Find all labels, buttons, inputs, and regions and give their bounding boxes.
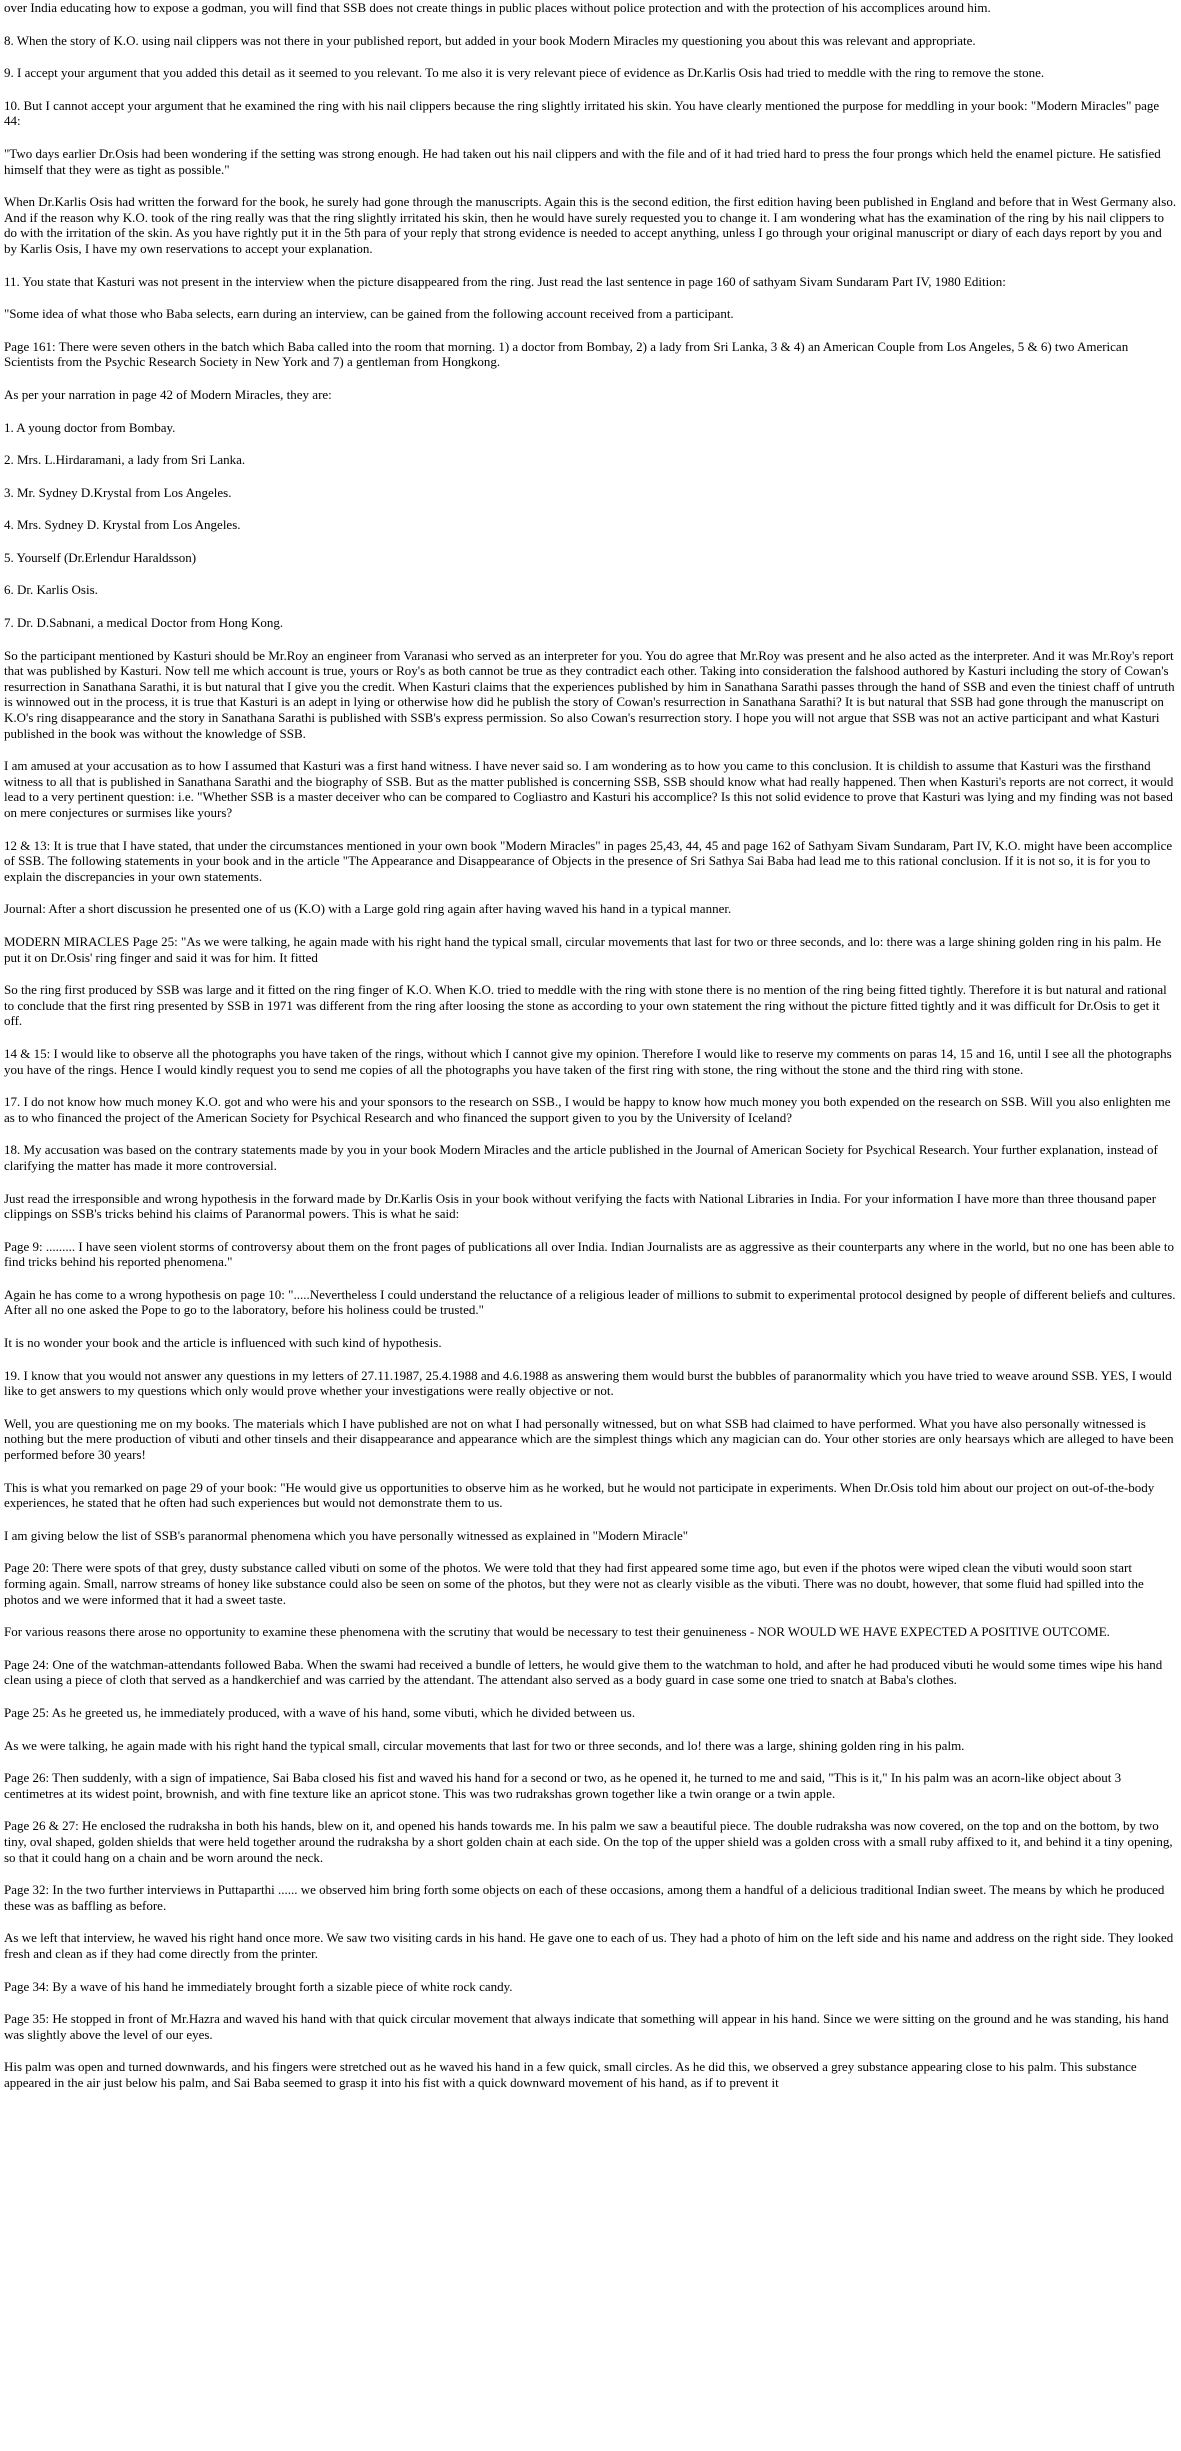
paragraph: 17. I do not know how much money K.O. got and who were his and your sponsors to the research on SSB., I would be happy to know how much money you both expended on the research on SSB. Will you also enlighten me as to who financed the project of the American Society for Psychical Research and who financed the support given to you by the University of Iceland? [4, 1094, 1171, 1125]
paragraph: 14 & 15: I would like to observe all the photographs you have taken of the rings, without which I cannot give my opinion. Therefore I would like to reserve my comments on paras 14, 15 and 16, until I see all the photographs you have of the rings. Hence I would kindly request you to send me copies of all the photographs you have taken of the first ring with stone, the ring without the stone and the third ring with stone. [4, 1045, 1172, 1077]
paragraph: Page 20: There were spots of that grey, dusty substance called vibuti on some of the photos. We were told that they had first appeared some time ago, but even if the photos were wiped clean the vibuti would soon start forming again. Small, narrow streams of honey like substance could also be seen on some of the photos, but they were not as clearly visible as the vibuti. There was no doubt, however, that some fluid had spilled into the photos and we were informed that it had a sweet taste. [4, 1560, 1144, 1607]
paragraph: Page 161: There were seven others in the batch which Baba called into the room that morning. 1) a doctor from Bombay, 2) a lady from Sri Lanka, 3 & 4) an American Couple from Los Angeles, 5 & 6) two American Scientists from the Psychic Research Society in New York and 7) a gentleman from Hongkong. [4, 338, 1129, 370]
paragraph: Page 25: As he greeted us, he immediately produced, with a wave of his hand, some vibuti, which he divided between us. [4, 1704, 636, 1720]
paragraph: 6. Dr. Karlis Osis. [4, 582, 98, 598]
paragraph: Page 24: One of the watchman-attendants followed Baba. When the swami had received a bundle of letters, he would give them to the watchman to hold, and after he had produced vibuti he would some times wipe his hand clean using a piece of cloth that served as a handkerchief and was carried by the attendant. The attendant also served as a body guard in case some one tried to snatch at Baba's clothes. [4, 1656, 1163, 1688]
paragraph: Page 26 & 27: He enclosed the rudraksha in both his hands, blew on it, and opened his hands towards me. In his palm we saw a beautiful piece. The double rudraksha was now covered, on the top and on the bottom, by two tiny, oval shaped, golden shields that were held together around the rudraksha by a short golden chain at each side. On the top of the upper shield was a golden cross with a small ruby affixed to it, and behind it a tiny opening, so that it could hang on a chain and be worn around the neck. [4, 1818, 1173, 1865]
paragraph: 5. Yourself (Dr.Erlendur Haraldsson) [4, 549, 197, 565]
paragraph: 1. A young doctor from Bombay. [4, 419, 176, 435]
paragraph: "Two days earlier Dr.Osis had been wondering if the setting was strong enough. He had taken out his nail clippers and with the file and of it had tried hard to press the four prongs which held the enamel picture. He satisfied himself that they were as tight as possible." [4, 145, 1161, 177]
paragraph: So the participant mentioned by Kasturi should be Mr.Roy an engineer from Varanasi who served as an interpreter for you. You do agree that Mr.Roy was present and he also acted as the interpreter. And it was Mr.Roy's report that was published by Kasturi. Now tell me which account is true, yours or Roy's as both cannot be true as they contradict each other. Taking into consideration the falshood authored by Kasturi including the story of Cowan's resurrection in Sanathana Sarathi, it is but natural that I give you the credit. When Kasturi claims that the experiences published by him in Sanathana Sarathi passes through the hand of SSB and even the tiniest chaff of untruth is winnowed out in the process, it is true that Kasturi is an adept in lying or otherwise how did he publish the story of Cowan's resurrection in Sanathana Sarathi? It is but natural that SSB had gone through the manuscript on K.O's ring disappearance and the story in Sanathana Sarathi is published with SSB's express permission. So also Cowan's resurrection story. I hope you will not argue that SSB was not an active participant and what Kasturi published in the book was without the knowledge of SSB. [4, 647, 1175, 741]
paragraph: 11. You state that Kasturi was not present in the interview when the picture disappeared from the ring. Just read the last sentence in page 160 of sathyam Sivam Sundaram Part IV, 1980 Edition: [4, 273, 1006, 289]
paragraph: Page 32: In the two further interviews in Puttaparthi ...... we observed him bring forth some objects on each of these occasions, among them a handful of a delicious traditional Indian sweet. The means by which he produced these was as baffling as before. [4, 1882, 1165, 1913]
paragraph: Page 35: He stopped in front of Mr.Hazra and waved his hand with that quick circular movement that always indicate that something will appear in his hand. Since we were sitting on the ground and he was standing, his hand was slightly above the level of our eyes. [4, 2011, 1169, 2042]
paragraph: Page 9: ......... I have seen violent storms of controversy about them on the front pages of publications all over India. Indian Journalists are as aggressive as their counterparts any where in the world, but no one has been able to find tricks behind his reported phenomena." [4, 1238, 1175, 1270]
paragraph: over India educating how to expose a godman, you will find that SSB does not create things in public places without police protection and with the protection of his accomplices around him. [4, 0, 991, 15]
paragraph: MODERN MIRACLES Page 25: "As we were talking, he again made with his right hand the typical small, circular movements that last for two or three seconds, and lo: there was a large shining golden ring in his palm. He put it on Dr.Osis' ring finger and said it was for him. It fitted [4, 933, 1162, 965]
paragraph: Journal: After a short discussion he presented one of us (K.O) with a Large gold ring again after having waved his hand in a typical manner. [4, 901, 732, 917]
paragraph: 2. Mrs. L.Hirdaramani, a lady from Sri Lanka. [4, 452, 246, 468]
paragraph: For various reasons there arose no opportunity to examine these phenomena with the scrutiny that would be necessary to test their genuineness - NOR WOULD WE HAVE EXPECTED A POSITIVE OUTCOME. [4, 1624, 1110, 1640]
paragraph: Again he has come to a wrong hypothesis on page 10: ".....Nevertheless I could understand the reluctance of a religious leader of millions to submit to experimental protocol designed by people of different beliefs and cultures. After all no one asked the Pope to go to the laboratory, before his holiness could be trusted." [4, 1286, 1176, 1318]
paragraph: As per your narration in page 42 of Modern Miracles, they are: [4, 386, 332, 402]
paragraph: Well, you are questioning me on my books. The materials which I have published are not on what I had personally witnessed, but on what SSB had claimed to have performed. What you have also personally witnessed is nothing but the mere production of vibuti and other tinsels and their disappearance and appearance which are the simplest things which any magician can do. Your other stories are only hearsays which are alleged to have been performed before 30 years! [4, 1415, 1174, 1463]
paragraph: 10. But I cannot accept your argument that he examined the ring with his nail clippers because the ring slightly irritated his skin. You have clearly mentioned the purpose for meddling in your book: "Modern Miracles" page 44: [4, 97, 1160, 129]
paragraph: So the ring first produced by SSB was large and it fitted on the ring finger of K.O. When K.O. tried to meddle with the ring with stone there is no mention of the ring being fitted tightly. Therefore it is but natural and rational to conclude that the first ring presented by SSB in 1971 was different from the ring after loosing the stone as according to your own statement the ring without the picture fitted tightly and it was difficult for Dr.Osis to get it off. [4, 982, 1167, 1029]
paragraph: 8. When the story of K.O. using nail clippers was not there in your published report, but added in your book Modern Miracles my questioning you about this was relevant and appropriate. [4, 32, 976, 48]
paragraph: 18. My accusation was based on the contrary statements made by you in your book Modern Miracles and the article published in the Journal of American Society for Psychical Research. Your further explanation, instead of clarifying the matter has made it more controversial. [4, 1142, 1158, 1173]
paragraph: 12 & 13: It is true that I have stated, that under the circumstances mentioned in your own book "Modern Miracles" in pages 25,43, 44, 45 and page 162 of Sathyam Sivam Sundaram, Part IV, K.O. might have been accomplice of SSB. The following statements in your book and in the article "The Appearance and Disappearance of Objects in the presence of Sri Sathya Sai Baba had lead me to this rational conclusion. If it is not so, it is for you to explain the discrepancies in your own statements. [4, 837, 1173, 884]
paragraph: 9. I accept your argument that you added this detail as it seemed to you relevant. To me also it is very relevant piece of evidence as Dr.Karlis Osis had tried to meddle with the ring to remove the stone. [4, 65, 1045, 81]
paragraph: "Some idea of what those who Baba selects, earn during an interview, can be gained from the following account received from a participant. [4, 306, 734, 322]
paragraph: 19. I know that you would not answer any questions in my letters of 27.11.1987, 25.4.1988 and 4.6.1988 as answering them would burst the bubbles of paranormality which you have tried to weave around SSB. YES, I would like to get answers to my questions which only would prove whether your investigations were really objective or not. [4, 1367, 1172, 1399]
paragraph: His palm was open and turned downwards, and his fingers were stretched out as he waved his hand in a few quick, small circles. As he did this, we observed a grey substance appearing close to his palm. This substance appeared in the air just below his palm, and Sai Baba seemed to grasp it into his fist with a quick downward movement of his hand, as if to prevent it [4, 2059, 1137, 2090]
paragraph: It is no wonder your book and the article is influenced with such kind of hypothesis. [4, 1335, 442, 1351]
paragraph: When Dr.Karlis Osis had written the forward for the book, he surely had gone through the manuscripts. Again this is the second edition, the first edition having been published in England and before that in West Germany also. And if the reason why K.O. took of the ring really was that the ring slightly irritated his skin, then he would have surely requested you to change it. I am wondering what has the examination of the ring by his nail clippers to do with the irritation of the skin. As you have rightly put it in the 5th para of your reply that strong evidence is needed to accept anything, unless I go through your original manuscript or diary of each days report by you and by Karlis Osis, I have my own reservations to accept your explanation. [4, 194, 1177, 256]
paragraph: Page 34: By a wave of his hand he immediately brought forth a sizable piece of white rock candy. [4, 1978, 513, 1994]
paragraph: 3. Mr. Sydney D.Krystal from Los Angeles. [4, 484, 232, 500]
paragraph: I am giving below the list of SSB's paranormal phenomena which you have personally witnessed as explained in "Modern Miracle" [4, 1527, 689, 1543]
paragraph: Just read the irresponsible and wrong hypothesis in the forward made by Dr.Karlis Osis in your book without verifying the facts with National Libraries in India. For your information I have more than three thousand paper clippings on SSB's tricks behind his claims of Paranormal powers. This is what he said: [4, 1190, 1157, 1222]
paragraph: As we left that interview, he waved his right hand once more. We saw two visiting cards in his hand. He gave one to each of us. They had a photo of him on the left side and his name and address on the right side. They looked fresh and clean as if they had come directly from the printer. [4, 1930, 1174, 1961]
paragraph: Page 26: Then suddenly, with a sign of impatience, Sai Baba closed his fist and waved his hand for a second or two, as he opened it, he turned to me and said, "This is it," In his palm was an acorn-like object about 3 centimetres at its widest point, brownish, and with fine texture like an apricot stone. This was two rudrakshas grown together like a twin orange or a twin apple. [4, 1770, 1122, 1801]
paragraph: 7. Dr. D.Sabnani, a medical Doctor from Hong Kong. [4, 615, 284, 631]
paragraph: This is what you remarked on page 29 of your book: "He would give us opportunities to observe him as he worked, but he would not participate in experiments. When Dr.Osis told him about our project on out-of-the-body experiences, he stated that he often had such experiences but would not demonstrate them to us. [4, 1479, 1155, 1511]
paragraph: As we were talking, he again made with his right hand the typical small, circular movements that last for two or three seconds, and lo! there was a large, shining golden ring in his palm. [4, 1737, 965, 1753]
paragraph: I am amused at your accusation as to how I assumed that Kasturi was a first hand witness. I have never said so. I am wondering as to how you came to this conclusion. It is childish to assume that Kasturi was the firsthand witness to all that is published in Sanathana Sarathi and the biography of SSB. But as the matter published is concerning SSB, SSB should know what had really happened. Then when Kasturi's reports are not correct, it would lead to a very pertinent question: i.e. "Whether SSB is a master deceiver who can be compared to Cogliastro and Kasturi his accomplice? Is this not solid evidence to prove that Kasturi was lying and my finding was not based on mere conjectures or surmises like yours? [4, 758, 1174, 820]
paragraph: 4. Mrs. Sydney D. Krystal from Los Angeles. [4, 517, 241, 533]
